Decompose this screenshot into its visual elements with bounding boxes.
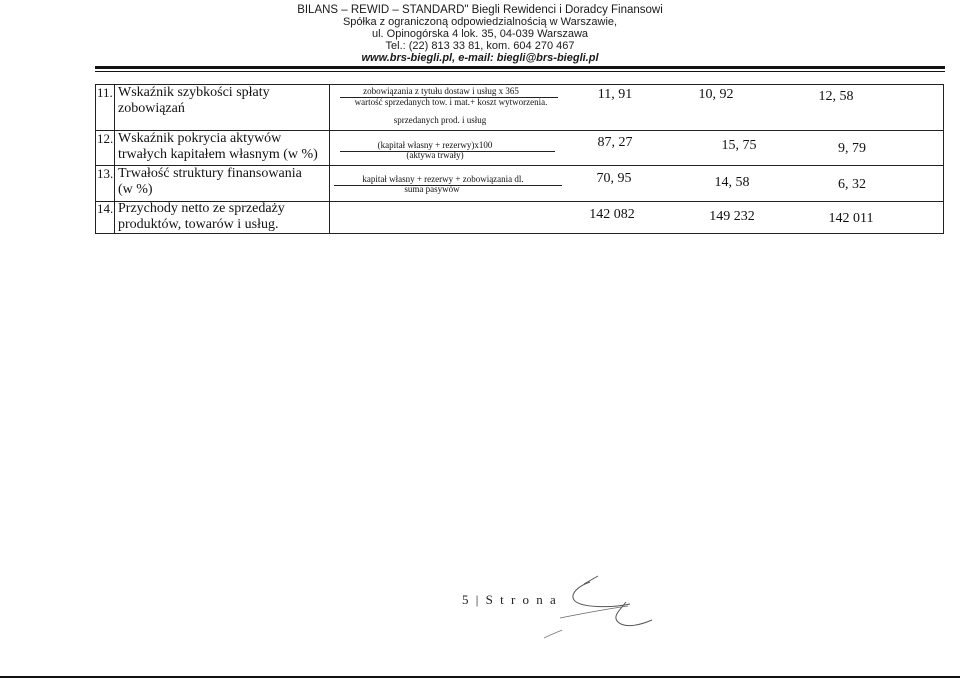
value-year-3: 6, 32	[838, 177, 866, 192]
value-year-1: 11, 91	[597, 87, 633, 102]
table-border-right	[943, 84, 944, 234]
formula-denominator-continued: sprzedanych prod. i usług	[393, 115, 487, 125]
value-year-3: 9, 79	[838, 141, 866, 156]
table-border-left	[95, 84, 96, 234]
value-year-3: 12, 58	[818, 89, 854, 104]
formula-denominator: suma pasywów	[404, 184, 460, 194]
table-col-divider	[114, 84, 115, 234]
value-year-1: 87, 27	[597, 135, 633, 150]
row-number: 11.	[97, 85, 113, 100]
indicator-name: Wskaźnik pokrycia aktywów trwałych kapitałem własnym (w %)	[118, 131, 318, 162]
value-year-3: 142 011	[828, 211, 874, 226]
company-web-email: www.brs-biegli.pl, e-mail: biegli@brs-biegli.pl	[361, 52, 599, 64]
value-year-2: 14, 58	[714, 175, 750, 190]
indicator-name: Trwałość struktury finansowania (w %)	[118, 166, 302, 197]
page-bottom-rule	[0, 676, 960, 678]
company-legal-form: Spółka z ograniczoną odpowiedzialnością w Warszawie,	[342, 16, 618, 28]
page-label: S t r o n a	[485, 592, 558, 607]
page-number: 5	[462, 592, 471, 607]
value-year-2: 10, 92	[698, 87, 734, 102]
letterhead	[0, 4, 960, 64]
formula-numerator: (kapitał własny + rezerwy)x100	[377, 140, 493, 150]
company-phone: Tel.: (22) 813 33 81, kom. 604 270 467	[385, 40, 575, 52]
indicator-name: Wskaźnik szybkości spłaty zobowiązań	[118, 85, 270, 116]
row-number: 14.	[97, 201, 114, 216]
value-year-1: 142 082	[589, 207, 635, 222]
formula-numerator: kapitał własny + rezerwy + zobowiązania dl.	[362, 174, 524, 184]
row-number: 12.	[97, 131, 114, 146]
value-year-1: 70, 95	[596, 171, 632, 186]
formula-denominator: wartość sprzedanych tow. i mat.+ koszt wytworzenia.	[354, 97, 548, 107]
value-year-2: 149 232	[709, 209, 755, 224]
signature	[540, 560, 660, 640]
header-rule-thick	[95, 66, 945, 69]
row-number: 13.	[97, 166, 114, 181]
indicator-name: Przychody netto ze sprzedaży produktów, towarów i usług.	[118, 201, 285, 232]
page-separator: |	[475, 592, 481, 607]
company-name: BILANS – REWID – STANDARD" Biegli Rewidenci i Doradcy Finansowi	[297, 4, 663, 16]
value-year-2: 15, 75	[721, 138, 757, 153]
header-rule-thin	[95, 71, 945, 72]
formula-numerator: zobowiązania z tytułu dostaw i usług x 365	[363, 86, 519, 96]
table-border-bottom	[95, 233, 943, 234]
formula-denominator: (aktywa trwały)	[406, 150, 464, 160]
company-address: ul. Opinogórska 4 lok. 35, 04-039 Warszawa	[371, 28, 589, 40]
